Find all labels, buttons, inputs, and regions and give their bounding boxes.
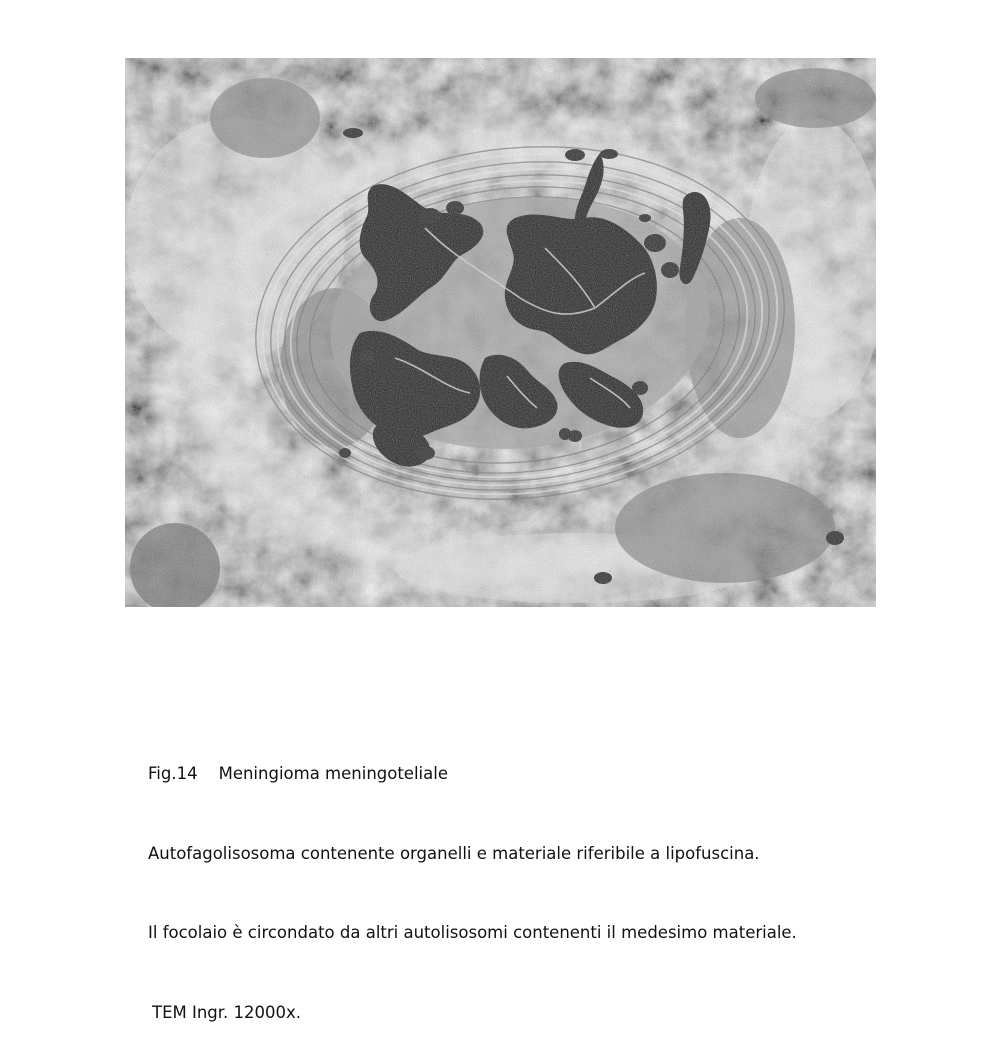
figure-diagnosis: Meningioma meningoteliale: [218, 764, 448, 783]
figure-label: Fig.14: [148, 764, 198, 783]
caption-title-line: [148, 761, 908, 788]
tem-micrograph-image: [125, 58, 876, 607]
figure-caption: [148, 708, 908, 1053]
speck-overlay: [125, 58, 876, 607]
caption-description-line: Autofagolisosoma contenente organelli e materiale riferibile a lipofuscina.: [148, 843, 760, 863]
electron-micrograph: [125, 58, 876, 607]
caption-magnification-line: TEM Ingr. 12000x.: [152, 1002, 302, 1022]
caption-context-line: Il focolaio è circondato da altri autolisosomi contenenti il medesimo materiale.: [148, 923, 797, 942]
